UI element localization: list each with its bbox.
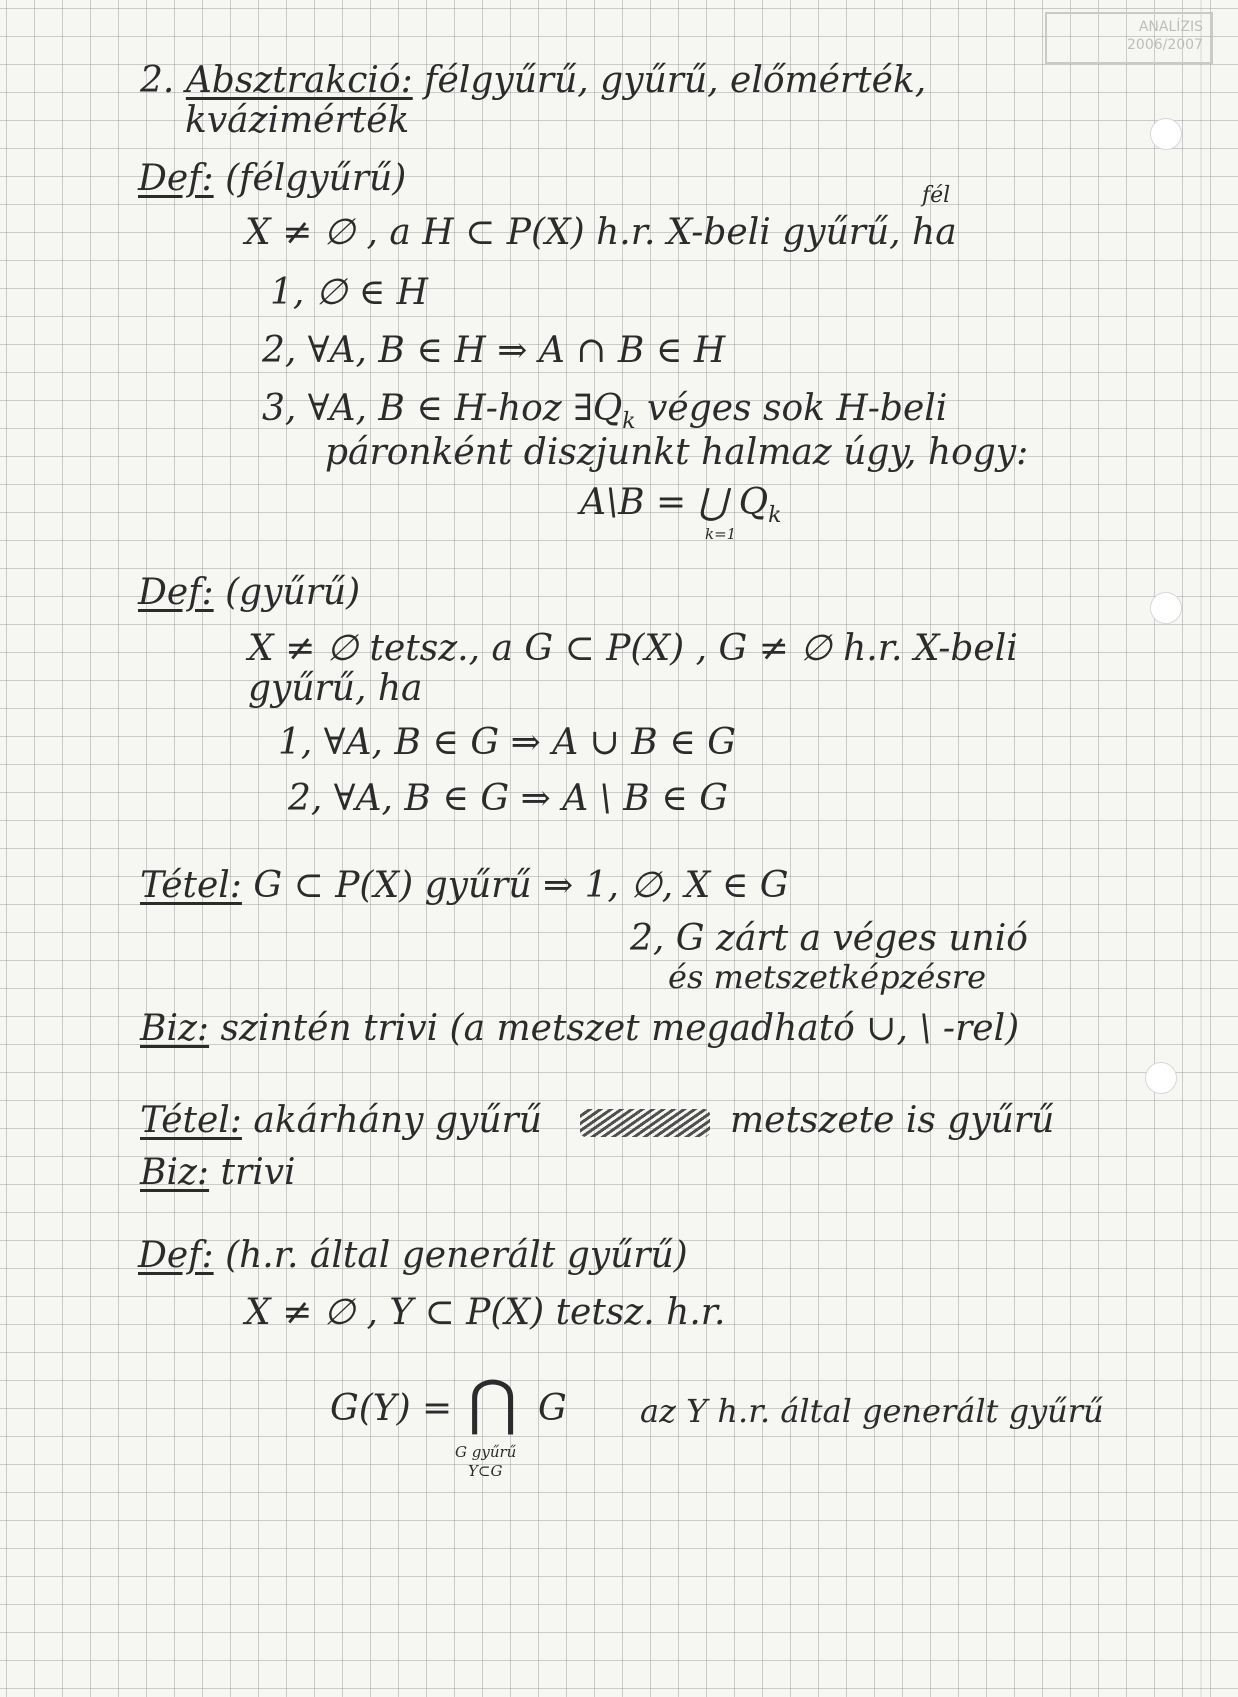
def3-header: [138, 1235, 688, 1276]
def3-formula-g: G: [538, 1388, 567, 1429]
tetel1-cond2-line2: és metszetképzésre: [668, 958, 987, 996]
def1-cond2: 2, ∀A, B ∈ H ⇒ A ∩ B ∈ H: [262, 330, 726, 371]
def1-fel-note: fél: [922, 183, 951, 208]
def1-formula-sub: k: [768, 503, 782, 529]
tetel1-cond2: 2, G zárt a véges unió: [630, 918, 1028, 959]
tetel1-label: Tétel:: [140, 865, 242, 906]
def1-cond1: 1, ∅ ∈ H: [270, 272, 429, 313]
stamp-line2: 2006/2007: [1127, 37, 1203, 53]
heading-line2: kvázimérték: [185, 100, 410, 141]
heading-number: 2.: [140, 60, 175, 101]
punch-hole-icon: [1145, 1062, 1177, 1094]
def1-formula-main: A\B = ⋃ Q: [580, 482, 769, 523]
def2-line1: X ≠ ∅ tetsz., a G ⊂ P(X) , G ≠ ∅ h.r. X-beli: [248, 628, 1018, 669]
biz2-label: Biz:: [140, 1152, 210, 1193]
biz2-line: [140, 1152, 296, 1193]
tetel1-line: [140, 865, 789, 906]
heading-topics: félgyűrű, gyűrű, előmérték,: [424, 60, 927, 101]
def2-header: [138, 572, 360, 613]
def1-line1: X ≠ ∅ , a H ⊂ P(X) h.r. X-beli gyűrű, ha: [245, 212, 957, 253]
page-stamp: [1045, 12, 1213, 64]
def1-cond3-start: 3, ∀A, B ∈ H-hoz ∃Q: [262, 388, 623, 429]
biz1-line: [140, 1008, 1019, 1049]
def2-label: Def:: [138, 572, 214, 613]
def3-under2: Y⊂G: [468, 1462, 503, 1480]
punch-hole-icon: [1150, 118, 1182, 150]
def1-cond3: [262, 388, 947, 434]
tetel2-line: [140, 1100, 542, 1141]
heading-line1: [140, 60, 926, 101]
biz1-text: szintén trivi (a metszet megadható ∪, \ -rel): [220, 1008, 1020, 1049]
def1-label: Def:: [138, 158, 214, 199]
def2-name: (gyűrű): [225, 572, 361, 613]
def2-cond1: 1, ∀A, B ∈ G ⇒ A ∪ B ∈ G: [278, 722, 736, 763]
def3-formula-lhs: G(Y) =: [330, 1388, 453, 1429]
biz1-label: Biz:: [140, 1008, 210, 1049]
heading-title: Absztrakció:: [185, 60, 413, 101]
def1-formula: [580, 482, 781, 528]
def1-formula-limit: k=1: [705, 525, 737, 543]
def3-line1: X ≠ ∅ , Y ⊂ P(X) tetsz. h.r.: [245, 1292, 726, 1333]
def2-cond2: 2, ∀A, B ∈ G ⇒ A \ B ∈ G: [288, 778, 728, 819]
def3-intersection-op: ⋂: [468, 1368, 518, 1438]
def2-line2: gyűrű, ha: [248, 668, 423, 709]
def1-cond3-line2: páronként diszjunkt halmaz úgy, hogy:: [325, 432, 1029, 473]
def3-label: Def:: [138, 1235, 214, 1276]
def1-cond3-sub: k: [622, 409, 636, 435]
crossed-out-word: [580, 1109, 710, 1137]
tetel2-text2: metszete is gyűrű: [730, 1100, 1055, 1141]
def3-name: (h.r. által generált gyűrű): [225, 1235, 688, 1276]
def3-under1: G gyűrű: [455, 1443, 517, 1461]
punch-hole-icon: [1150, 592, 1182, 624]
tetel2-text1: akárhány gyűrű: [253, 1100, 542, 1141]
biz2-text: trivi: [220, 1152, 296, 1193]
tetel2-label: Tétel:: [140, 1100, 242, 1141]
stamp-line1: ANALÍZIS: [1138, 19, 1203, 35]
tetel1-text: G ⊂ P(X) gyűrű ⇒ 1, ∅, X ∈ G: [253, 865, 789, 906]
right-margin-line: [1200, 0, 1202, 1697]
def3-description: az Y h.r. által generált gyűrű: [640, 1392, 1104, 1430]
def1-header: [138, 158, 406, 199]
def1-cond3-end: véges sok H-beli: [635, 388, 948, 429]
def1-name: (félgyűrű): [225, 158, 407, 199]
